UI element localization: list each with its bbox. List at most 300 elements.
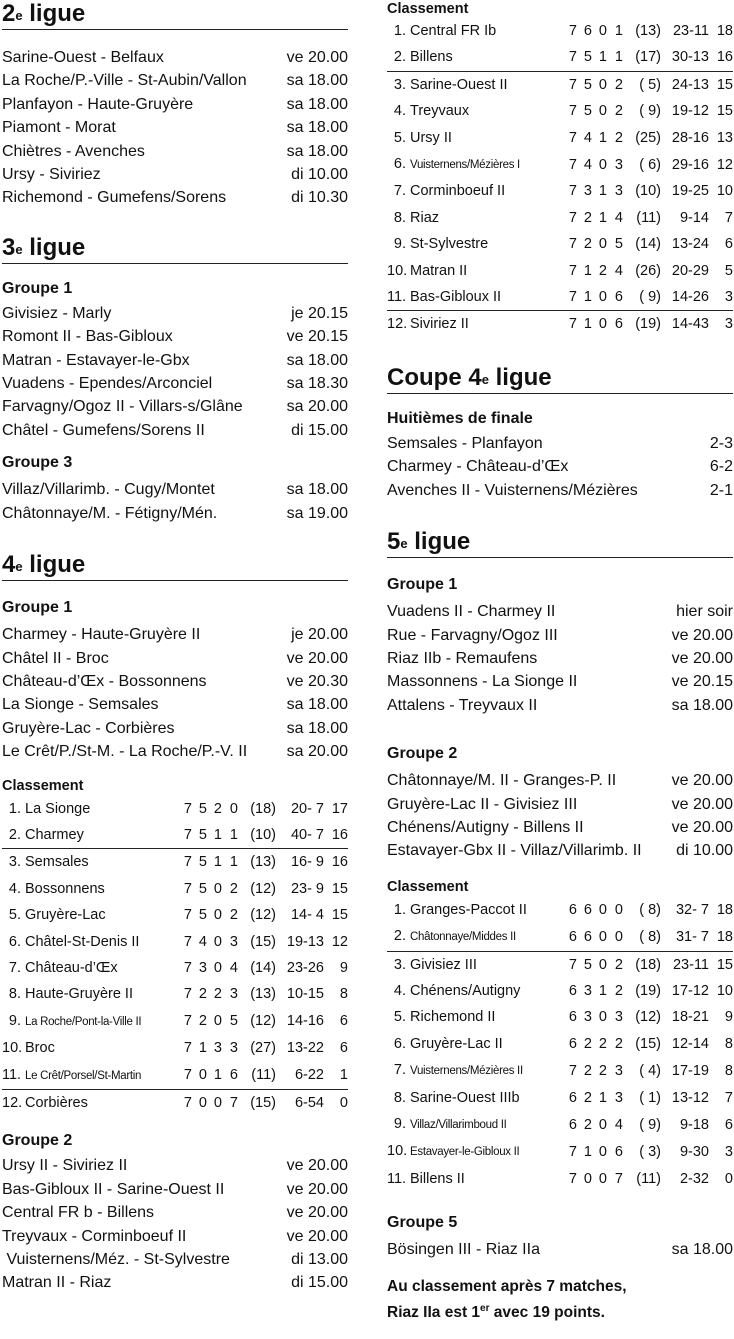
team-cell xyxy=(387,1138,557,1165)
table-row xyxy=(2,1008,348,1035)
draws: 0 xyxy=(598,1116,607,1133)
losses: 1 xyxy=(607,44,623,71)
wins: 3 xyxy=(583,982,592,999)
games-played: 7 xyxy=(183,933,192,950)
losses: 2 xyxy=(614,76,623,93)
fixture-match: Ursy II - Siviriez II xyxy=(2,1157,128,1175)
team-name: St-Sylvestre xyxy=(410,236,489,253)
points: 9 xyxy=(724,1009,733,1026)
group-title: Groupe 1 xyxy=(387,576,458,594)
fixture-time: ve 20.15 xyxy=(286,328,348,346)
goal-difference: 40- 7 xyxy=(276,822,324,849)
losses: 1 xyxy=(222,822,238,849)
losses: 3 xyxy=(614,156,623,173)
draws: 0 xyxy=(598,1143,607,1160)
losses: 3 xyxy=(229,986,238,1003)
rank: 12. xyxy=(387,316,408,333)
fixture-time: ve 20.00 xyxy=(286,1227,348,1245)
fixture-match: Chénens/Autigny - Billens II xyxy=(387,818,584,836)
losses: 0 xyxy=(229,800,238,817)
section-heading xyxy=(2,551,348,581)
fixture-time: di 10.00 xyxy=(291,166,348,184)
wins: 4 xyxy=(198,933,207,950)
wins: 5 xyxy=(198,880,207,897)
games-played: 7 xyxy=(183,800,192,817)
fixture-row xyxy=(2,140,348,163)
games-played: 7 xyxy=(568,23,577,39)
fixture-time: ve 20.00 xyxy=(286,1157,348,1175)
draws: 1 xyxy=(598,1089,607,1106)
rank: 8. xyxy=(393,1089,406,1106)
result-score: 2-1 xyxy=(709,481,733,499)
fixture-match: La Roche/P.-Ville - St-Aubin/Vallon xyxy=(2,72,247,90)
penalty-points: ( 8) xyxy=(639,901,661,918)
table-row xyxy=(387,1085,733,1111)
losses: 2 xyxy=(614,103,623,120)
standings-table xyxy=(387,897,733,1192)
points: 3 xyxy=(709,284,733,311)
rank: 3. xyxy=(393,956,406,973)
table-row xyxy=(387,98,733,124)
table-row xyxy=(387,205,733,231)
games-played: 6 xyxy=(568,1035,577,1052)
penalty-points: (14) xyxy=(250,959,276,976)
team-name: La Roche/Pont-la-Ville II xyxy=(25,1015,142,1028)
result-match: Semsales - Planfayon xyxy=(387,434,543,452)
table-row xyxy=(387,951,733,978)
result-match: Charmey - Château-d’Œx xyxy=(387,458,569,476)
goal-difference: 18-21 xyxy=(671,1009,709,1026)
rank: 1. xyxy=(393,23,406,39)
fixture-row xyxy=(2,349,348,372)
games-played: 7 xyxy=(568,76,577,93)
draws: 0 xyxy=(213,907,222,924)
points: 16 xyxy=(331,854,348,871)
draws: 2 xyxy=(598,1062,607,1079)
team-name: Treyvaux xyxy=(410,103,470,120)
points: 10 xyxy=(716,982,733,999)
team-name: Le Crêt/Porsel/St-Martin xyxy=(25,1069,142,1082)
draws: 0 xyxy=(213,959,222,976)
goal-difference: 19-13 xyxy=(286,933,324,950)
league-number: 4 xyxy=(468,363,482,391)
fixture-match: Planfayon - Haute-Gruyère xyxy=(2,95,194,113)
penalty-points: (12) xyxy=(250,1013,276,1030)
fixture-time: sa 18.00 xyxy=(286,696,348,714)
fixture-time: sa 19.00 xyxy=(286,504,348,522)
draws: 1 xyxy=(598,209,607,226)
draws: 1 xyxy=(213,854,222,871)
wins: 2 xyxy=(583,1116,592,1133)
wins: 5 xyxy=(198,907,207,924)
fixture-time: je 20.00 xyxy=(291,626,348,644)
draws: 0 xyxy=(592,284,607,311)
fixture-match: Matran II - Riaz xyxy=(2,1274,112,1292)
fixture-match: Charmey - Haute-Gruyère II xyxy=(2,626,201,644)
fixture-match: Vuisternens/Méz. - St-Sylvestre xyxy=(2,1251,230,1269)
rank: 5. xyxy=(393,129,406,146)
points: 8 xyxy=(339,986,348,1003)
team-cell xyxy=(387,44,557,71)
table-row xyxy=(387,978,733,1004)
league-number: 2 xyxy=(2,0,16,27)
games-played: 6 xyxy=(557,923,577,951)
table-row xyxy=(387,71,733,98)
losses: 0 xyxy=(607,923,623,951)
fixture-time: ve 20.00 xyxy=(671,649,733,667)
games-played: 7 xyxy=(568,183,577,200)
penalty-points: (19) xyxy=(635,982,661,999)
wins: 2 xyxy=(583,1062,592,1079)
rank: 6. xyxy=(8,933,21,950)
rank: 8. xyxy=(8,986,21,1003)
penalty-points: (19) xyxy=(635,316,661,333)
rank: 11. xyxy=(387,289,407,306)
points: 15 xyxy=(331,880,348,897)
table-row xyxy=(387,44,733,71)
goal-difference: 17-12 xyxy=(671,982,709,999)
rank: 8. xyxy=(393,209,406,226)
fixture-match: Central FR b - Billens xyxy=(2,1204,155,1222)
fixture-match: Château-d’Œx - Bossonnens xyxy=(2,672,207,690)
fixture-list xyxy=(387,769,733,863)
team-name: Granges-Paccot II xyxy=(410,901,527,918)
fixture-time: sa 20.00 xyxy=(286,743,348,761)
goal-difference: 12-14 xyxy=(671,1035,709,1052)
fixture-time: ve 20.00 xyxy=(286,1180,348,1198)
points: 8 xyxy=(724,1062,733,1079)
wins: 2 xyxy=(583,209,592,226)
table-row xyxy=(387,1111,733,1138)
team-name: Broc xyxy=(25,1040,55,1057)
wins: 6 xyxy=(577,923,592,951)
fixture-row xyxy=(2,46,348,69)
penalty-points: (15) xyxy=(635,1035,661,1052)
table-row xyxy=(387,897,733,923)
table-row xyxy=(2,981,348,1007)
fixture-match: Richemond - Gumefens/Sorens xyxy=(2,189,227,207)
points: 15 xyxy=(716,956,733,973)
table-row xyxy=(387,125,733,151)
points: 9 xyxy=(339,959,348,976)
points: 15 xyxy=(716,103,733,120)
table-row xyxy=(387,284,733,311)
points: 18 xyxy=(716,23,733,39)
fixture-time: di 10.00 xyxy=(676,842,733,860)
rank: 9. xyxy=(393,236,406,253)
table-row xyxy=(387,923,733,951)
fixture-time: ve 20.00 xyxy=(671,795,733,813)
points: 13 xyxy=(716,129,733,146)
draws: 1 xyxy=(592,44,607,71)
wins: 5 xyxy=(192,822,207,849)
games-played: 7 xyxy=(183,959,192,976)
rank: 6. xyxy=(393,156,406,173)
fixture-match: Vuadens II - Charmey II xyxy=(387,603,556,621)
rank: 12. xyxy=(2,1095,23,1111)
rank: 11. xyxy=(387,1170,407,1187)
penalty-points: (11) xyxy=(636,209,661,226)
penalty-points: (17) xyxy=(623,44,661,71)
points: 6 xyxy=(339,1040,348,1057)
draws: 1 xyxy=(207,1062,222,1090)
fixture-row xyxy=(2,623,348,646)
group-title: Groupe 3 xyxy=(2,454,73,472)
rank: 10. xyxy=(387,262,408,279)
fixture-row xyxy=(2,93,348,116)
goal-difference: 30-13 xyxy=(661,44,709,71)
fixture-match: Rue - Farvagny/Ogoz III xyxy=(387,626,558,644)
wins: 3 xyxy=(198,959,207,976)
fixture-row xyxy=(2,1154,348,1177)
fixture-row xyxy=(2,395,348,418)
fixture-time: sa 18.00 xyxy=(286,72,348,90)
fixture-match: Massonnens - La Sionge II xyxy=(387,673,578,691)
result-score: 6-2 xyxy=(709,458,733,476)
losses: 7 xyxy=(614,1170,623,1187)
draws: 1 xyxy=(207,822,222,849)
losses: 4 xyxy=(229,959,238,976)
draws: 0 xyxy=(598,156,607,173)
fixture-list xyxy=(2,302,348,442)
fixture-match: Châtel II - Broc xyxy=(2,649,109,667)
team-cell xyxy=(387,231,557,257)
goal-difference: 6-22 xyxy=(276,1062,324,1090)
fixture-row xyxy=(2,647,348,670)
group-title: Groupe 1 xyxy=(2,599,73,617)
section-coupe4 xyxy=(387,364,733,502)
draws: 0 xyxy=(598,76,607,93)
team-name: Givisiez III xyxy=(410,956,477,973)
table-row xyxy=(387,18,733,44)
games-played: 7 xyxy=(568,1143,577,1160)
fixture-row xyxy=(2,1225,348,1248)
team-cell xyxy=(387,205,557,231)
goal-difference: 19-12 xyxy=(671,103,709,120)
league-suffix: e xyxy=(15,559,23,575)
goal-difference: 20- 7 xyxy=(290,800,324,817)
rank: 10. xyxy=(387,1143,408,1160)
losses: 7 xyxy=(229,1095,238,1111)
table-row xyxy=(387,1166,733,1192)
wins: 3 xyxy=(583,1009,592,1026)
rank: 9. xyxy=(393,1116,406,1132)
goal-difference: 20-29 xyxy=(671,262,709,279)
points: 6 xyxy=(724,236,733,253)
standings-title: Classement xyxy=(387,1,469,17)
losses: 1 xyxy=(229,854,238,871)
team-name: Richemond II xyxy=(410,1009,496,1026)
team-name: Bas-Gibloux II xyxy=(410,289,502,306)
team-cell xyxy=(387,978,557,1004)
rank: 4. xyxy=(393,103,406,120)
games-played: 7 xyxy=(172,1062,192,1090)
fixture-match: Riaz IIb - Remaufens xyxy=(387,649,538,667)
losses: 1 xyxy=(614,23,623,39)
table-row xyxy=(387,1138,733,1165)
fixture-row xyxy=(2,717,348,740)
points: 15 xyxy=(716,76,733,93)
goal-difference: 16- 9 xyxy=(290,854,324,871)
fixture-time: di 15.00 xyxy=(291,1274,348,1292)
draws: 0 xyxy=(213,933,222,950)
left-column xyxy=(2,0,348,1295)
penalty-points: (13) xyxy=(250,986,276,1003)
games-played: 7 xyxy=(183,986,192,1003)
group-title: Groupe 1 xyxy=(2,279,73,297)
games-played: 7 xyxy=(172,822,192,849)
penalty-points: ( 6) xyxy=(639,156,661,173)
games-played: 7 xyxy=(557,284,577,311)
wins: 6 xyxy=(583,23,592,39)
table-row xyxy=(2,849,348,876)
team-cell xyxy=(2,1008,172,1035)
rank: 7. xyxy=(393,183,406,200)
team-name: Billens II xyxy=(410,1170,465,1187)
team-name: Estavayer-le-Gibloux II xyxy=(410,1146,520,1159)
fixture-match: Villaz/Villarimb. - Cugy/Montet xyxy=(2,481,215,499)
penalty-points: (13) xyxy=(250,854,276,871)
round-title: Huitièmes de finale xyxy=(387,409,533,427)
fixture-row xyxy=(2,478,348,501)
wins: 5 xyxy=(583,76,592,93)
standings-table xyxy=(387,18,733,338)
fixture-list xyxy=(2,623,348,763)
wins: 5 xyxy=(583,956,592,973)
draws: 2 xyxy=(213,800,222,817)
result-match: Avenches II - Vuisternens/Mézières xyxy=(387,481,638,499)
team-cell xyxy=(387,284,557,311)
fixture-match: Châtel - Gumefens/Sorens II xyxy=(2,421,205,439)
fixture-row xyxy=(2,1201,348,1224)
team-cell xyxy=(387,1085,557,1111)
table-row xyxy=(387,1031,733,1057)
points: 18 xyxy=(709,923,733,951)
draws: 0 xyxy=(213,1013,222,1030)
fixture-row xyxy=(2,325,348,348)
draws: 0 xyxy=(598,236,607,253)
note-line xyxy=(387,1298,733,1324)
fixture-time: ve 20.00 xyxy=(286,49,348,66)
losses: 5 xyxy=(229,1013,238,1030)
fixture-list xyxy=(2,478,348,525)
standings-title: Classement xyxy=(2,777,84,794)
team-cell xyxy=(387,71,557,98)
losses: 6 xyxy=(607,284,623,311)
fixture-time: ve 20.00 xyxy=(671,626,733,644)
fixture-match: Treyvaux - Corminboeuf II xyxy=(2,1227,187,1245)
table-row xyxy=(387,311,733,338)
team-cell xyxy=(387,1166,557,1192)
fixture-time: di 10.30 xyxy=(291,189,348,207)
team-name: Bossonnens xyxy=(25,880,105,897)
draws: 0 xyxy=(213,1095,222,1111)
fixture-row xyxy=(387,793,733,816)
fixture-row xyxy=(2,116,348,139)
fixture-row xyxy=(2,1178,348,1201)
losses: 6 xyxy=(222,1062,238,1090)
team-name: Matran II xyxy=(410,262,468,279)
goal-difference: 9-30 xyxy=(679,1143,709,1160)
team-name: Gruyère-Lac xyxy=(25,907,106,924)
games-played: 7 xyxy=(557,44,577,71)
fixture-match: Matran - Estavayer-le-Gbx xyxy=(2,351,190,369)
section-heading xyxy=(2,0,348,30)
fixture-list xyxy=(387,1238,733,1261)
team-cell xyxy=(387,1111,557,1138)
losses: 6 xyxy=(614,316,623,333)
losses: 2 xyxy=(614,1035,623,1052)
wins: 1 xyxy=(577,284,592,311)
fixture-row xyxy=(2,302,348,325)
points: 16 xyxy=(324,822,348,849)
penalty-points: (11) xyxy=(636,1170,661,1187)
fixture-row xyxy=(387,694,733,717)
penalty-points: ( 4) xyxy=(639,1062,661,1079)
fixture-row xyxy=(387,624,733,647)
rank: 9. xyxy=(8,1012,21,1029)
draws: 0 xyxy=(598,956,607,973)
note-text: Riaz IIa est 1 xyxy=(387,1303,481,1321)
points: 12 xyxy=(716,156,733,173)
note-line: Au classement après 7 matches, xyxy=(387,1277,627,1295)
fixture-time: sa 18.30 xyxy=(286,375,348,393)
team-name: Vuisternens/Mézières II xyxy=(410,1065,523,1078)
team-name: Siviriez II xyxy=(410,316,469,333)
standings-table xyxy=(2,796,348,1117)
points: 10 xyxy=(716,183,733,200)
wins: 4 xyxy=(583,156,592,173)
team-name: Semsales xyxy=(25,854,89,871)
group-title: Groupe 2 xyxy=(387,745,458,763)
goal-difference: 9-18 xyxy=(679,1116,709,1133)
losses: 2 xyxy=(229,907,238,924)
games-played: 7 xyxy=(568,956,577,973)
table-row xyxy=(2,822,348,849)
team-cell xyxy=(2,1062,172,1090)
games-played: 7 xyxy=(568,129,577,146)
league-number: 4 xyxy=(2,551,16,579)
goal-difference: 6-54 xyxy=(294,1095,324,1111)
team-cell xyxy=(2,849,172,876)
games-played: 7 xyxy=(183,1040,192,1057)
rank: 2. xyxy=(393,49,406,66)
goal-difference: 14-16 xyxy=(286,1013,324,1030)
rank: 3. xyxy=(393,76,406,93)
wins: 1 xyxy=(583,316,592,333)
fixture-row xyxy=(2,163,348,186)
team-cell xyxy=(387,897,557,923)
losses: 5 xyxy=(614,236,623,253)
team-name: Gruyère-Lac II xyxy=(410,1035,503,1052)
wins: 2 xyxy=(198,986,207,1003)
team-name: Villaz/Villarimboud II xyxy=(410,1119,507,1131)
section-ligue3 xyxy=(2,234,348,525)
goal-difference: 32- 7 xyxy=(675,901,709,918)
team-cell xyxy=(387,151,557,178)
points: 16 xyxy=(709,44,733,71)
team-name: Haute-Gruyère II xyxy=(25,986,133,1003)
losses: 4 xyxy=(614,1116,623,1133)
fixture-time: sa 18.00 xyxy=(286,481,348,499)
fixture-time: je 20.15 xyxy=(291,304,348,322)
rank: 3. xyxy=(8,854,21,871)
fixture-time: ve 20.15 xyxy=(671,673,733,691)
fixture-time: ve 20.30 xyxy=(286,672,348,690)
team-name: Chénens/Autigny xyxy=(410,982,521,999)
fixture-row xyxy=(2,69,348,92)
team-name: Billens xyxy=(410,49,453,66)
